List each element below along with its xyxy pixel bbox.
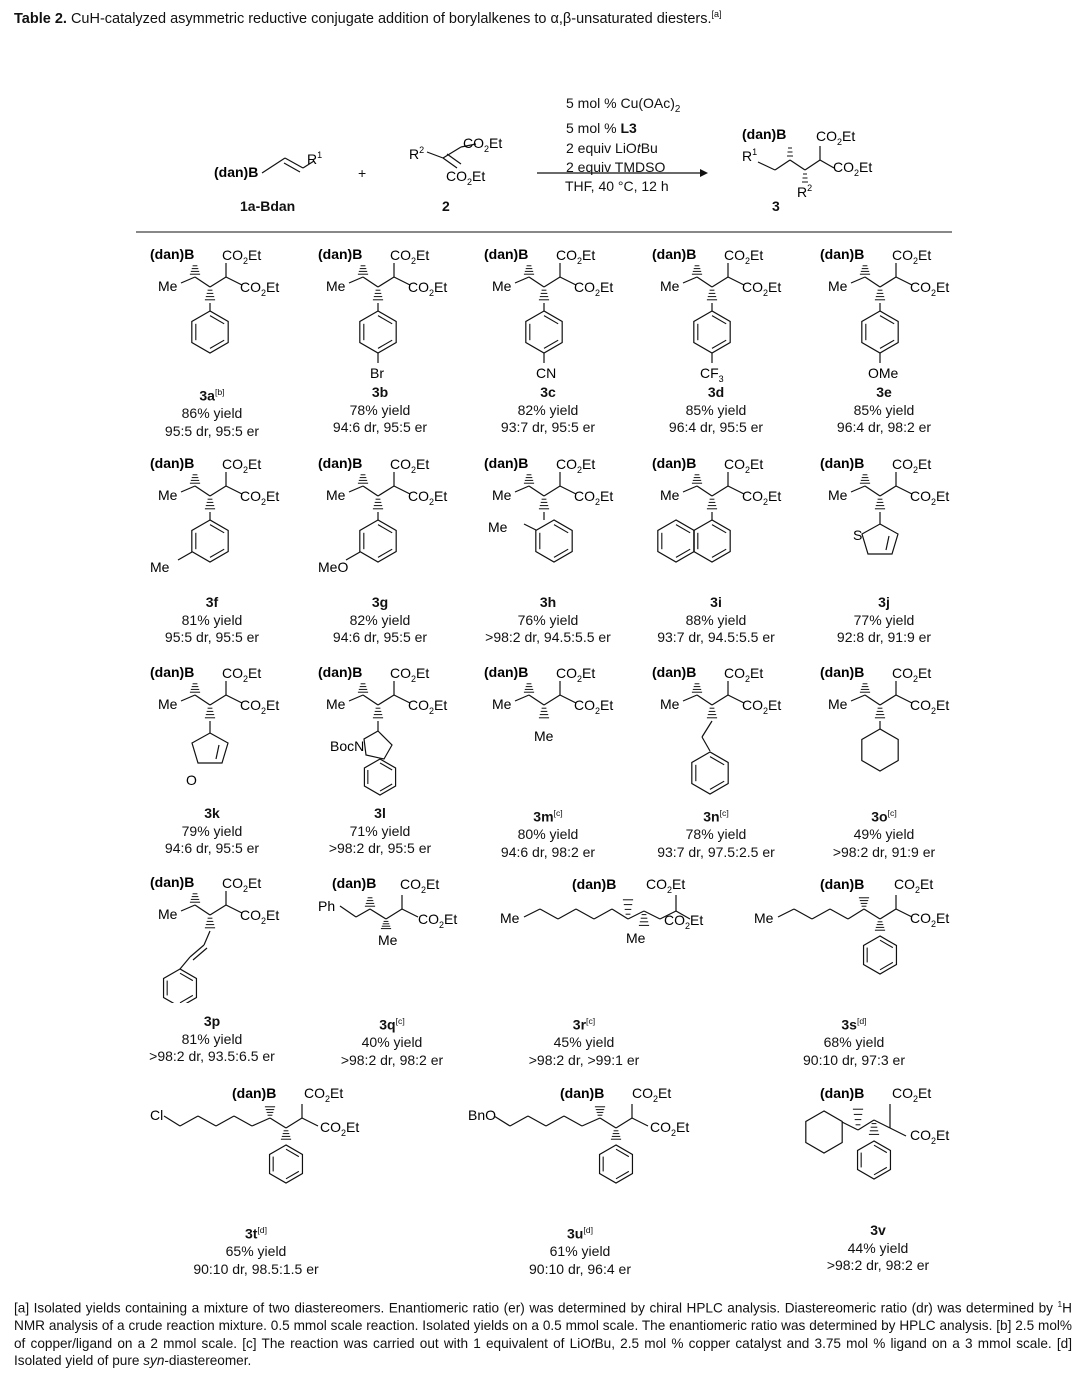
svg-text:CF3: $CF_3$ — [700, 365, 724, 384]
scheme-boron-1: (dan)B — [214, 164, 259, 180]
svg-text:CO2Et: $CO_2Et$ — [742, 697, 782, 716]
compound-yield: 44% yield — [847, 1239, 909, 1256]
compound-label-3t — [156, 1222, 356, 1278]
compound-yield: 81% yield — [181, 611, 243, 628]
svg-text:Ph: Ph — [318, 898, 336, 914]
structure-3b — [318, 245, 488, 395]
svg-text:CO2Et: $CO_2Et$ — [408, 279, 448, 298]
compound-note: [c] — [553, 808, 563, 818]
compound-id: 3q[c] — [379, 1016, 405, 1033]
svg-text:CO2Et: $CO_2Et$ — [408, 697, 448, 716]
svg-text:Me: Me — [754, 910, 774, 926]
compound-selectivity: >98:2 dr, 93.5:6.5 er — [149, 1048, 275, 1064]
structure-3e — [820, 245, 990, 395]
condition-solvent: THF, 40 °C, 12 h — [565, 178, 669, 194]
svg-text:Me: Me — [492, 696, 512, 712]
structure-3f — [150, 454, 320, 604]
compound-id: 3g — [371, 594, 389, 610]
svg-text:(dan)B: (dan)B — [332, 875, 377, 891]
compound-selectivity: 93:7 dr, 97.5:2.5 er — [657, 843, 775, 860]
svg-text:(dan)B: (dan)B — [150, 874, 195, 890]
compound-id: 3u[d] — [567, 1225, 593, 1242]
compound-id: 3p — [203, 1013, 221, 1029]
compound-yield: 61% yield — [549, 1243, 611, 1260]
svg-text:CO2Et: $CO_2Et$ — [742, 279, 782, 298]
svg-text:O: O — [186, 772, 197, 788]
compound-selectivity: 90:10 dr, 96:4 er — [529, 1260, 631, 1277]
structure-3v — [804, 1082, 1080, 1212]
table-caption: CuH-catalyzed asymmetric reductive conjugate addition of borylalkenes to α,β-unsaturated diesters. — [70, 10, 712, 27]
structure-3a — [150, 245, 320, 395]
condition-1: 5 mol % $Cu(OAc)_2$ — [566, 95, 681, 115]
svg-text:CO2Et: $CO_2Et$ — [222, 665, 262, 684]
compound-selectivity: >98:2 dr, >99:1 er — [528, 1051, 640, 1068]
compound-label-3s — [754, 1013, 954, 1069]
svg-text:(dan)B: (dan)B — [572, 876, 617, 892]
compound-note: [c] — [395, 1016, 405, 1026]
structure-3g — [318, 454, 488, 604]
svg-text:(dan)B: (dan)B — [150, 664, 195, 680]
svg-text:CO2Et: $CO_2Et$ — [556, 456, 596, 475]
compound-selectivity: >98:2 dr, 91:9 er — [832, 843, 936, 860]
reactant1-label: 1a-Bdan — [240, 198, 296, 214]
compound-id: 3h — [539, 594, 557, 610]
product-label: 3 — [772, 198, 780, 214]
compound-yield: 81% yield — [181, 1030, 243, 1047]
svg-text:CO2Et: $CO_2Et$ — [222, 456, 262, 475]
svg-text:MeO: MeO — [318, 559, 349, 575]
svg-text:Me: Me — [326, 487, 346, 503]
compound-selectivity: >98:2 dr, 98:2 er — [826, 1257, 930, 1273]
svg-text:CO2Et: $CO_2Et$ — [646, 876, 686, 895]
svg-text:CO2Et: $CO_2Et$ — [320, 1119, 360, 1138]
structure-3l — [318, 663, 488, 813]
compound-selectivity: 94:6 dr, 95:5 er — [332, 629, 428, 645]
scheme-r2: $R^2$ — [409, 145, 425, 162]
svg-text:Br: Br — [370, 365, 384, 381]
compound-id: 3c — [540, 384, 556, 400]
compound-selectivity: 93:7 dr, 94.5:5.5 er — [657, 629, 775, 645]
compound-selectivity: 94:6 dr, 95:5 er — [332, 419, 428, 435]
svg-text:CO2Et: $CO_2Et$ — [892, 456, 932, 475]
reaction-conditions — [566, 94, 680, 178]
svg-text:CO2Et: $CO_2Et$ — [892, 247, 932, 266]
compound-id: 3r[c] — [572, 1016, 596, 1033]
compound-selectivity: 94:6 dr, 98:2 er — [500, 843, 596, 860]
compound-selectivity: 92:8 dr, 91:9 er — [836, 629, 932, 645]
compound-label-3u — [480, 1222, 680, 1278]
condition-4: 2 equiv TMDSO — [566, 159, 666, 176]
scheme-ester-c: $CO_2Et$ — [816, 128, 856, 147]
compound-id: 3f — [205, 594, 219, 610]
svg-text:CO2Et: $CO_2Et$ — [910, 488, 950, 507]
structure-3s — [754, 873, 1054, 1003]
scheme-boron-3: (dan)B — [742, 126, 787, 142]
svg-text:(dan)B: (dan)B — [820, 246, 865, 262]
svg-text:CO2Et: $CO_2Et$ — [400, 876, 440, 895]
plus-sign: + — [358, 165, 367, 181]
svg-text:Me: Me — [534, 728, 554, 744]
svg-text:CO2Et: $CO_2Et$ — [910, 910, 950, 929]
compound-id: 3m[c] — [533, 808, 563, 825]
compound-label-3q — [292, 1013, 492, 1069]
table-label: Table 2. — [14, 10, 67, 27]
svg-text:CO2Et: $CO_2Et$ — [222, 247, 262, 266]
svg-text:(dan)B: (dan)B — [318, 246, 363, 262]
compound-selectivity: >98:2 dr, 95:5 er — [328, 840, 432, 856]
compound-yield: 82% yield — [517, 401, 579, 418]
svg-text:CO2Et: $CO_2Et$ — [574, 697, 614, 716]
svg-text:Me: Me — [326, 278, 346, 294]
svg-text:BnO: BnO — [468, 1107, 497, 1123]
compound-note: [c] — [586, 1016, 596, 1026]
scheme-ester-d: $CO_2Et$ — [833, 159, 873, 178]
svg-text:Me: Me — [150, 559, 170, 575]
compound-id: 3l — [374, 805, 386, 821]
compound-selectivity: >98:2 dr, 94.5:5.5 er — [485, 629, 611, 645]
structure-3d — [652, 245, 822, 395]
svg-text:(dan)B: (dan)B — [820, 455, 865, 471]
compound-yield: 88% yield — [685, 611, 747, 628]
compound-selectivity: >98:2 dr, 98:2 er — [340, 1051, 444, 1068]
svg-text:CO2Et: $CO_2Et$ — [724, 456, 764, 475]
svg-text:Me: Me — [492, 278, 512, 294]
svg-text:(dan)B: (dan)B — [484, 664, 529, 680]
svg-text:CO2Et: $CO_2Et$ — [892, 1085, 932, 1104]
svg-text:CO2Et: $CO_2Et$ — [222, 875, 262, 894]
condition-2: 5 mol % L3 — [566, 120, 637, 137]
svg-text:Me: Me — [158, 487, 178, 503]
svg-text:S: S — [853, 527, 863, 543]
compound-selectivity: 96:4 dr, 95:5 er — [668, 419, 764, 435]
svg-text:Me: Me — [378, 932, 398, 948]
svg-text:CO2Et: $CO_2Et$ — [632, 1085, 672, 1104]
svg-text:CO2Et: $CO_2Et$ — [556, 665, 596, 684]
compound-label-3r — [484, 1013, 684, 1069]
svg-text:CO2Et: $CO_2Et$ — [650, 1119, 690, 1138]
svg-text:CO2Et: $CO_2Et$ — [724, 665, 764, 684]
compound-id: 3j — [878, 594, 890, 610]
compound-id: 3o[c] — [871, 808, 897, 825]
compound-note: [d] — [583, 1225, 593, 1235]
compound-selectivity: 95:5 dr, 95:5 er — [164, 629, 260, 645]
structure-3k — [150, 663, 320, 813]
svg-text:Me: Me — [488, 519, 508, 535]
svg-text:CO2Et: $CO_2Et$ — [390, 456, 430, 475]
compound-yield: 78% yield — [349, 401, 411, 418]
svg-text:OMe: OMe — [868, 365, 899, 381]
svg-text:CO2Et: $CO_2Et$ — [390, 665, 430, 684]
structure-3t — [150, 1082, 450, 1212]
compound-id: 3k — [204, 805, 220, 821]
svg-text:CO2Et: $CO_2Et$ — [574, 488, 614, 507]
table-caption-note: [a] — [711, 9, 722, 19]
compound-yield: 78% yield — [685, 826, 747, 843]
svg-text:CO2Et: $CO_2Et$ — [240, 279, 280, 298]
svg-text:Me: Me — [158, 278, 178, 294]
svg-text:Me: Me — [158, 906, 178, 922]
svg-text:(dan)B: (dan)B — [820, 664, 865, 680]
svg-text:(dan)B: (dan)B — [560, 1085, 605, 1101]
compound-yield: 40% yield — [361, 1034, 423, 1051]
compound-id: 3v — [870, 1222, 886, 1238]
compound-id: 3a[b] — [199, 387, 225, 404]
svg-text:(dan)B: (dan)B — [820, 876, 865, 892]
compound-yield: 49% yield — [853, 826, 915, 843]
svg-text:CO2Et: $CO_2Et$ — [910, 279, 950, 298]
compound-label-3o — [784, 805, 984, 861]
structure-3m — [484, 663, 654, 813]
svg-text:CO2Et: $CO_2Et$ — [664, 912, 704, 931]
svg-text:CO2Et: $CO_2Et$ — [894, 876, 934, 895]
compound-note: [c] — [887, 808, 897, 818]
svg-text:Me: Me — [828, 487, 848, 503]
svg-text:CO2Et: $CO_2Et$ — [240, 488, 280, 507]
structure-3h — [484, 454, 654, 604]
compound-yield: 71% yield — [349, 822, 411, 839]
svg-text:(dan)B: (dan)B — [652, 246, 697, 262]
svg-text:(dan)B: (dan)B — [318, 664, 363, 680]
svg-text:(dan)B: (dan)B — [484, 246, 529, 262]
structure-3n — [652, 663, 822, 813]
svg-text:Me: Me — [828, 696, 848, 712]
compound-label-3e — [784, 384, 984, 437]
svg-text:(dan)B: (dan)B — [652, 455, 697, 471]
svg-text:CN: CN — [536, 365, 557, 381]
compound-selectivity: 95:5 dr, 95:5 er — [164, 422, 260, 439]
compound-selectivity: 90:10 dr, 97:3 er — [803, 1051, 905, 1068]
svg-text:Me: Me — [828, 278, 848, 294]
reaction-scheme — [0, 0, 1080, 260]
svg-text:(dan)B: (dan)B — [232, 1085, 277, 1101]
compound-selectivity: 90:10 dr, 98.5:1.5 er — [193, 1260, 319, 1277]
structure-3o — [820, 663, 990, 813]
svg-text:Me: Me — [326, 696, 346, 712]
compound-label-3j — [784, 594, 984, 647]
svg-text:Me: Me — [158, 696, 178, 712]
footnotes: [a] Isolated yields containing a mixture of two diastereomers. Enantiomeric ratio (er) was determined by chiral HPLC analysis. Diastereomeric ratio (dr) was determined by $^1$H NMR analysis of a crude reaction mixture. 0.5 mmol scale reaction. Isolated yields on a 0.5 mmol scale. The enantiomeric ratio was determined by HPLC analysis. [b] 2.5 mol% of copper/ligand on a 2 mmol scale. [c] The reaction was carried out with 1 equivalent of LiOtBu, 2.5 mol % copper catalyst and 3.75 mol % ligand on a 3 mmol scale. [d] Isolated yield of pure syn-diastereomer. — [14, 1299, 1073, 1369]
svg-text:CO2Et: $CO_2Et$ — [910, 697, 950, 716]
structure-3j — [820, 454, 990, 604]
compound-note: [d] — [856, 1016, 867, 1026]
svg-text:CO2Et: $CO_2Et$ — [304, 1085, 344, 1104]
scheme-ester-b: $CO_2Et$ — [446, 168, 486, 187]
compound-yield: 68% yield — [823, 1034, 885, 1051]
compound-yield: 77% yield — [853, 611, 915, 628]
compound-yield: 85% yield — [853, 401, 915, 418]
svg-text:CO2Et: $CO_2Et$ — [418, 911, 458, 930]
compound-note: [c] — [719, 808, 729, 818]
svg-text:Cl: Cl — [150, 1107, 164, 1123]
compound-id: 3i — [710, 594, 722, 610]
svg-text:(dan)B: (dan)B — [652, 664, 697, 680]
structure-3c — [484, 245, 654, 395]
compound-selectivity: 94:6 dr, 95:5 er — [164, 840, 260, 856]
compound-yield: 79% yield — [181, 822, 243, 839]
svg-text:Me: Me — [626, 930, 646, 946]
structure-3u — [468, 1082, 768, 1212]
compound-selectivity: 93:7 dr, 95:5 er — [500, 419, 596, 435]
compound-label-3p — [112, 1013, 312, 1066]
svg-text:BocN: BocN — [330, 738, 365, 754]
compound-yield: 76% yield — [517, 611, 579, 628]
svg-text:CO2Et: $CO_2Et$ — [724, 247, 764, 266]
compound-selectivity: 96:4 dr, 98:2 er — [836, 419, 932, 435]
svg-text:CO2Et: $CO_2Et$ — [390, 247, 430, 266]
scheme-ester-a: $CO_2Et$ — [463, 135, 503, 154]
compound-note: [b] — [214, 387, 225, 397]
svg-text:Me: Me — [492, 487, 512, 503]
compound-label-3v — [778, 1222, 978, 1275]
svg-text:(dan)B: (dan)B — [820, 1085, 865, 1101]
compound-yield: 80% yield — [517, 826, 579, 843]
compound-yield: 86% yield — [181, 405, 243, 422]
compound-id: 3t[d] — [244, 1225, 268, 1242]
svg-text:CO2Et: $CO_2Et$ — [240, 697, 280, 716]
svg-text:Me: Me — [660, 278, 680, 294]
compound-yield: 82% yield — [349, 611, 411, 628]
svg-text:CO2Et: $CO_2Et$ — [408, 488, 448, 507]
svg-text:(dan)B: (dan)B — [318, 455, 363, 471]
svg-text:CO2Et: $CO_2Et$ — [910, 1127, 950, 1146]
compound-yield: 65% yield — [225, 1243, 287, 1260]
svg-text:CO2Et: $CO_2Et$ — [742, 488, 782, 507]
compound-id: 3n[c] — [703, 808, 729, 825]
compound-id: 3e — [876, 384, 892, 400]
structure-3i — [652, 454, 822, 604]
svg-text:Me: Me — [660, 487, 680, 503]
compound-id: 3d — [707, 384, 725, 400]
condition-3: 2 equiv LiOtBu — [566, 139, 658, 156]
svg-text:CO2Et: $CO_2Et$ — [892, 665, 932, 684]
svg-text:(dan)B: (dan)B — [150, 246, 195, 262]
svg-text:(dan)B: (dan)B — [484, 455, 529, 471]
compound-yield: 85% yield — [685, 401, 747, 418]
compound-yield: 45% yield — [553, 1034, 615, 1051]
scheme-drawing — [0, 0, 1080, 260]
svg-text:CO2Et: $CO_2Et$ — [240, 907, 280, 926]
svg-text:CO2Et: $CO_2Et$ — [556, 247, 596, 266]
scheme-r2-prod: $R^2$ — [797, 183, 813, 200]
compound-id: 3s[d] — [841, 1016, 867, 1033]
compound-id: 3b — [371, 384, 389, 400]
reactant2-label: 2 — [442, 198, 450, 214]
svg-text:Me: Me — [500, 910, 520, 926]
compound-note: [d] — [257, 1225, 268, 1235]
scheme-r1: $R^1$ — [307, 150, 323, 167]
svg-text:Me: Me — [660, 696, 680, 712]
scheme-r1-prod: $R^1$ — [742, 147, 758, 164]
svg-text:CO2Et: $CO_2Et$ — [574, 279, 614, 298]
svg-text:(dan)B: (dan)B — [150, 455, 195, 471]
